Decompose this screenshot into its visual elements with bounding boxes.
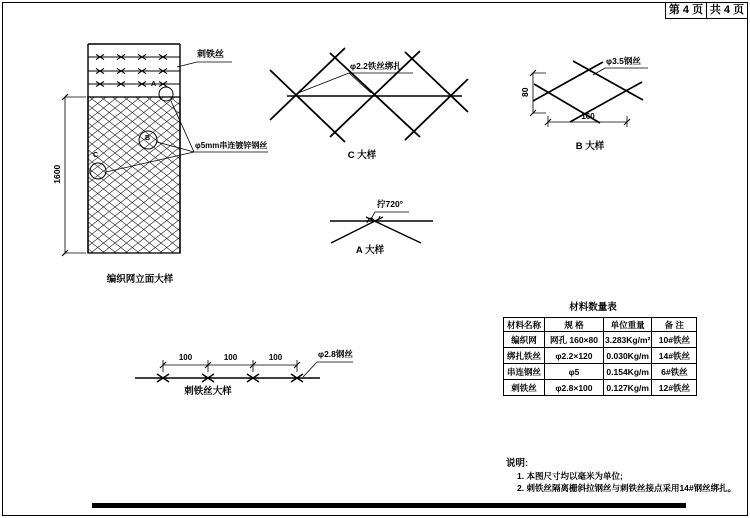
selvage-wire-label: φ5mm串连镀锌钢丝 [195,141,268,150]
notes-heading: 说明: [506,458,529,469]
table-row [504,332,697,348]
title-block-edge [92,503,686,508]
barbed-wire-detail-label: φ2.8钢丝 [318,349,353,359]
table-cell: 10#铁丝 [652,332,697,348]
page-number-current: 第 4 页 [665,2,707,19]
detail-marker-b: B [145,135,151,142]
mesh-elevation-linework [62,44,268,256]
detail-c-label: φ2.2铁丝绑扎 [350,61,402,71]
materials-table-title: 材料数量表 [569,302,617,313]
mesh-height-dimension: 1600 [51,164,62,184]
note-item: 2. 刺铁丝隔离栅斜拉钢丝与刺铁丝接点采用14#钢丝绑扎。 [517,483,737,493]
barb-spacing-dimension: 100 [223,353,238,362]
detail-marker-a: A [151,81,157,88]
note-item: 1. 本图尺寸均以毫米为单位; [517,471,623,481]
table-row [504,380,697,396]
table-cell: φ5 [545,364,604,380]
detail-b-label: φ3.5钢丝 [606,56,641,66]
page-number-total: 共 4 页 [706,2,748,19]
table-cell: φ2.8×100 [545,380,604,396]
detail-b-title: B 大样 [575,141,605,152]
table-header-cell: 材料名称 [504,318,545,332]
detail-b-width-dimension: 160 [581,112,595,121]
detail-a-title: A 大样 [355,245,385,256]
table-cell: 网孔 160×80 [545,332,604,348]
table-header-cell: 备 注 [652,318,697,332]
detail-a-linework [330,212,433,243]
detail-a-label: 拧720° [377,199,404,209]
table-cell: 刺铁丝 [504,380,545,396]
table-cell: 12#铁丝 [652,380,697,396]
detail-c-title: C 大样 [347,150,377,161]
table-row [504,348,697,364]
table-cell: 3.283Kg/m² [604,332,652,348]
table-cell: 0.127Kg/m [604,380,652,396]
table-cell: φ2.2×120 [545,348,604,364]
table-header-row [504,318,697,332]
detail-b-height-dimension: 80 [519,87,530,97]
barb-spacing-dimension: 100 [178,353,193,362]
table-cell: 14#铁丝 [652,348,697,364]
table-cell: 6#铁丝 [652,364,697,380]
table-cell: 0.030Kg/m [604,348,652,364]
materials-table [503,317,697,396]
table-header-cell: 单位重量 [604,318,652,332]
barbed-wire-detail-title: 刺铁丝大样 [184,386,232,397]
barb-spacing-dimension: 100 [268,353,283,362]
barbed-wire-detail-linework [135,360,353,382]
table-cell: 编织网 [504,332,545,348]
table-row [504,364,697,380]
detail-marker-c: C [93,152,99,159]
table-header-cell: 规 格 [545,318,604,332]
table-cell: 0.154Kg/m [604,364,652,380]
table-cell: 串连钢丝 [504,364,545,380]
barbed-wire-label: 刺铁丝 [197,49,225,59]
mesh-elevation-title: 编织网立面大样 [106,274,174,285]
table-cell: 绑扎铁丝 [504,348,545,364]
